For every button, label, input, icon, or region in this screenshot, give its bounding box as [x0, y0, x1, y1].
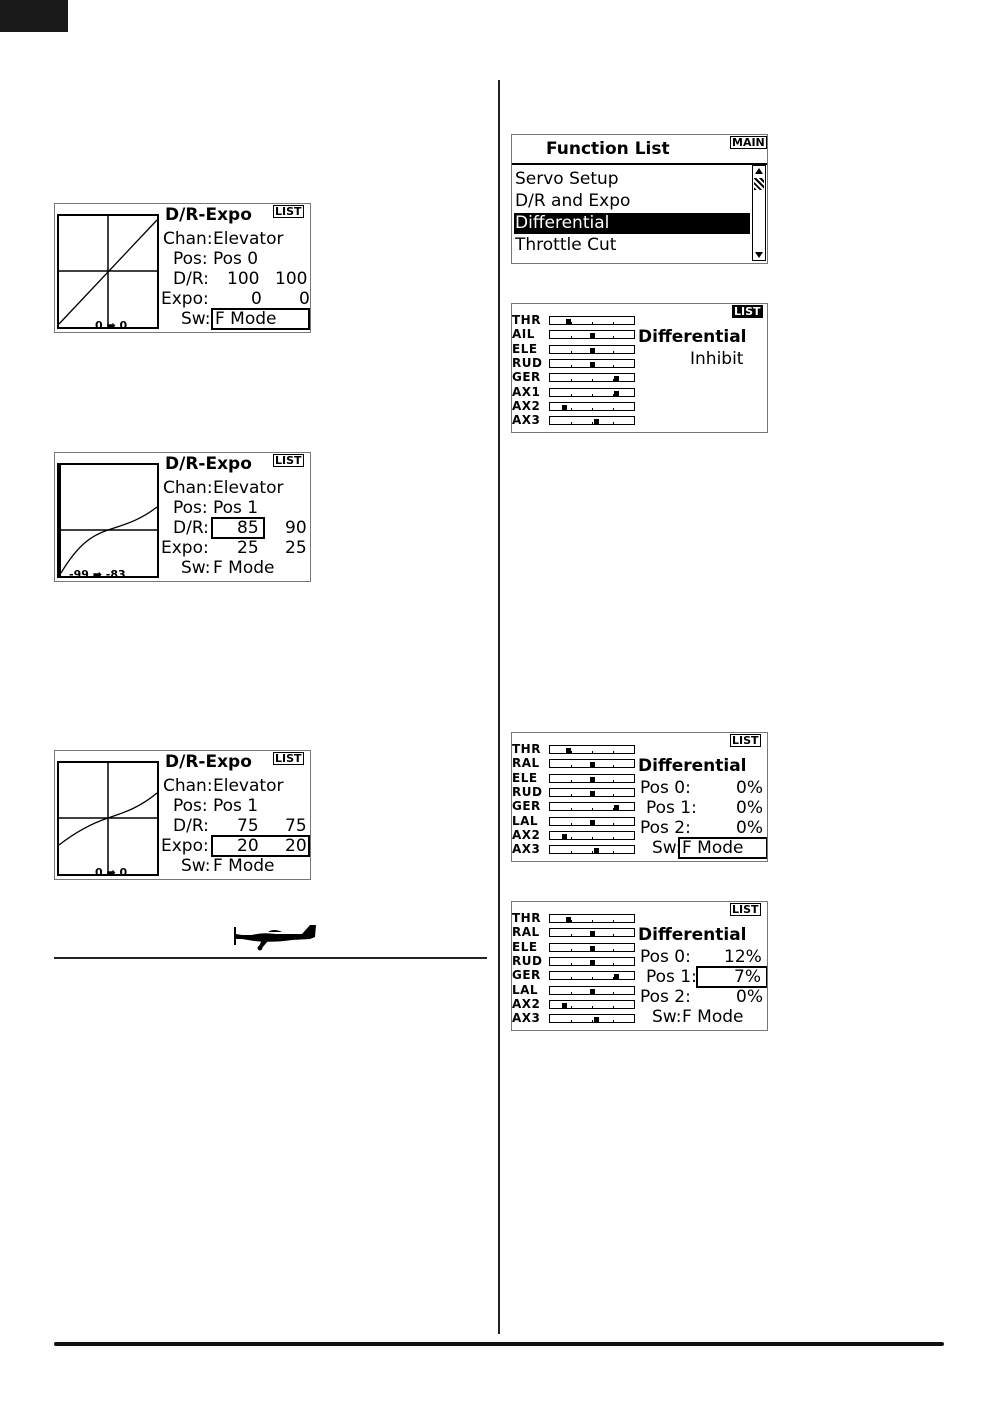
bar-tick — [571, 823, 572, 826]
channel-label: AX2 — [512, 398, 541, 413]
bar-tick — [613, 765, 614, 768]
channel-row — [512, 1012, 637, 1026]
bar-tick — [613, 1006, 614, 1009]
pos2-value[interactable]: 0% — [736, 818, 763, 838]
channel-position-marker — [614, 974, 619, 979]
bar-tick — [571, 977, 572, 980]
channel-row — [512, 414, 637, 428]
sw-value[interactable]: F Mode — [213, 856, 275, 876]
bar-tick — [571, 963, 572, 966]
dr-value-1[interactable]: 75 — [237, 816, 259, 836]
expo-value-2[interactable]: 25 — [285, 538, 307, 558]
channel-bar — [549, 928, 635, 937]
screen-title: Differential — [638, 327, 747, 347]
list-tag[interactable]: LIST — [275, 752, 302, 765]
channel-position-marker — [562, 834, 567, 839]
channel-bar — [549, 345, 635, 354]
channel-bar — [549, 817, 635, 826]
screen-title: Function List — [546, 139, 670, 159]
channel-row — [512, 815, 637, 829]
bar-tick — [571, 422, 572, 425]
sw-label: Sw: — [181, 856, 211, 876]
bar-tick — [571, 394, 572, 397]
channel-row — [512, 829, 637, 843]
bar-tick — [571, 751, 572, 754]
bar-tick — [592, 837, 593, 840]
dr-expo-screen-1 — [54, 203, 311, 333]
dr-expo-screen-2 — [54, 452, 311, 582]
channel-label: ELE — [512, 770, 538, 785]
bar-tick — [613, 851, 614, 854]
channel-label: ELE — [512, 341, 538, 356]
expo-curve-graph — [57, 761, 159, 879]
dr-value-2[interactable]: 100 — [275, 269, 308, 289]
channel-label: THR — [512, 742, 541, 756]
channel-bar — [549, 943, 635, 952]
screen-title: Differential — [638, 756, 747, 776]
dr-label: D/R: — [173, 269, 209, 289]
channel-bar — [549, 330, 635, 339]
channel-bar — [549, 914, 635, 923]
chan-value[interactable]: Elevator — [213, 478, 284, 498]
pos0-label: Pos 0: — [640, 778, 691, 798]
bar-tick — [613, 780, 614, 783]
screen-title: Differential — [638, 925, 747, 945]
channel-position-marker — [590, 946, 595, 951]
bar-tick — [571, 365, 572, 368]
pos-value[interactable]: Pos 1 — [213, 498, 259, 518]
menu-item-differential[interactable]: Differential — [514, 213, 750, 234]
channel-bar — [549, 402, 635, 411]
chan-label: Chan: — [163, 229, 213, 249]
channel-label: GER — [512, 968, 541, 983]
bar-tick — [613, 963, 614, 966]
channel-row — [512, 314, 637, 328]
channel-bar — [549, 788, 635, 797]
bar-tick — [571, 780, 572, 783]
channel-bar — [549, 745, 635, 754]
pos-label: Pos: — [173, 498, 208, 518]
section-rule — [54, 957, 487, 959]
pos-value[interactable]: Pos 0 — [213, 249, 259, 269]
differential-screen-inhibit — [511, 303, 768, 433]
expo-value-2[interactable]: 20 — [285, 836, 307, 856]
menu-item-throttle-cut[interactable]: Throttle Cut — [515, 235, 617, 255]
channel-position-marker — [590, 989, 595, 994]
pos1-label: Pos 1: — [646, 798, 697, 818]
scrollbar[interactable] — [752, 165, 766, 261]
bar-tick — [613, 934, 614, 937]
channel-label: LAL — [512, 813, 539, 828]
channel-row — [512, 984, 637, 998]
expo-value-2[interactable]: 0 — [299, 289, 310, 309]
differential-screen-2 — [511, 732, 768, 862]
channel-position-marker — [590, 931, 595, 936]
bar-tick — [571, 322, 572, 325]
sw-value[interactable]: F Mode — [682, 1007, 744, 1027]
bar-tick — [571, 765, 572, 768]
channel-bar — [549, 1014, 635, 1023]
channel-row — [512, 955, 637, 969]
channel-bar — [549, 373, 635, 382]
channel-label: ELE — [512, 939, 538, 954]
screen-title: D/R-Expo — [165, 205, 252, 225]
channel-bar — [549, 802, 635, 811]
channel-bar — [549, 388, 635, 397]
bar-tick — [592, 751, 593, 754]
channel-label: THR — [512, 911, 541, 925]
chan-value[interactable]: Elevator — [213, 229, 284, 249]
channel-position-marker — [590, 777, 595, 782]
channel-bar — [549, 316, 635, 325]
dr-value-1[interactable]: 85 — [237, 518, 259, 538]
pos2-value[interactable]: 0% — [736, 987, 763, 1007]
graph-readout: 0 ➡ 0 — [95, 319, 128, 332]
chan-label: Chan: — [163, 776, 213, 796]
bar-tick — [571, 920, 572, 923]
bar-tick — [613, 992, 614, 995]
expo-label: Expo: — [161, 836, 209, 856]
down-arrow-icon[interactable] — [755, 252, 763, 258]
channel-row — [512, 800, 637, 814]
dr-value-2[interactable]: 90 — [285, 518, 307, 538]
dr-value-2[interactable]: 75 — [285, 816, 307, 836]
channel-label: AX2 — [512, 996, 541, 1011]
sw-value[interactable]: F Mode — [682, 838, 744, 858]
bar-tick — [571, 379, 572, 382]
bar-tick — [571, 1006, 572, 1009]
channel-row — [512, 772, 637, 786]
bar-tick — [571, 808, 572, 811]
main-tag[interactable]: MAIN — [732, 136, 765, 149]
list-tag[interactable]: LIST — [732, 734, 759, 747]
bar-tick — [613, 1020, 614, 1023]
channel-bar — [549, 986, 635, 995]
channel-label: LAL — [512, 982, 539, 997]
channel-bar — [549, 971, 635, 980]
channel-position-marker — [566, 917, 571, 922]
channel-row — [512, 757, 637, 771]
bar-tick — [613, 336, 614, 339]
sw-value[interactable]: F Mode — [215, 309, 277, 329]
bar-tick — [613, 837, 614, 840]
channel-label: RUD — [512, 355, 543, 370]
bar-tick — [613, 351, 614, 354]
channel-bar — [549, 759, 635, 768]
channel-position-marker — [614, 805, 619, 810]
pos1-value[interactable]: 7% — [734, 967, 761, 987]
channel-row — [512, 357, 637, 371]
screen-title: D/R-Expo — [165, 752, 252, 772]
status-value[interactable]: Inhibit — [690, 349, 744, 369]
bar-tick — [613, 422, 614, 425]
channel-position-marker — [614, 391, 619, 396]
bar-tick — [592, 1020, 593, 1023]
expo-label: Expo: — [161, 538, 209, 558]
list-tag[interactable]: LIST — [732, 903, 759, 916]
channel-row — [512, 328, 637, 342]
dr-label: D/R: — [173, 816, 209, 836]
expo-curve-graph — [57, 214, 159, 332]
bar-tick — [571, 949, 572, 952]
differential-screen-3 — [511, 901, 768, 1031]
pos0-value[interactable]: 12% — [724, 947, 762, 967]
channel-row — [512, 371, 637, 385]
graph-readout: -99 ➡ -83 — [69, 568, 126, 581]
dr-label: D/R: — [173, 518, 209, 538]
channel-label: RUD — [512, 953, 543, 968]
channel-label: GER — [512, 799, 541, 814]
dr-expo-screen-3 — [54, 750, 311, 880]
list-tag[interactable]: LIST — [275, 454, 302, 467]
pos-label: Pos: — [173, 249, 208, 269]
bar-tick — [592, 808, 593, 811]
channel-position-marker — [594, 1017, 599, 1022]
sw-label: Sw: — [181, 558, 211, 578]
channel-bar — [549, 957, 635, 966]
bar-tick — [592, 322, 593, 325]
bar-tick — [592, 977, 593, 980]
bar-tick — [571, 336, 572, 339]
column-divider — [498, 80, 500, 1334]
list-tag[interactable]: LIST — [734, 305, 761, 318]
bar-tick — [613, 949, 614, 952]
channel-label: GER — [512, 370, 541, 385]
bar-tick — [592, 920, 593, 923]
channel-position-marker — [590, 960, 595, 965]
bar-tick — [571, 992, 572, 995]
channel-row — [512, 843, 637, 857]
pos-label: Pos: — [173, 796, 208, 816]
channel-row — [512, 343, 637, 357]
channel-label: RUD — [512, 784, 543, 799]
channel-position-marker — [594, 419, 599, 424]
chan-label: Chan: — [163, 478, 213, 498]
channel-position-marker — [590, 362, 595, 367]
channel-label: RAL — [512, 925, 540, 940]
channel-row — [512, 941, 637, 955]
sw-label: Sw: — [652, 838, 682, 858]
channel-row — [512, 786, 637, 800]
bar-tick — [613, 823, 614, 826]
expo-value-1[interactable]: 0 — [251, 289, 262, 309]
channel-bar — [549, 774, 635, 783]
title-divider — [512, 163, 768, 165]
channel-row — [512, 743, 637, 757]
sw-label: Sw: — [652, 1007, 682, 1027]
expo-label: Expo: — [161, 289, 209, 309]
chan-value[interactable]: Elevator — [213, 776, 284, 796]
menu-item-dr-expo[interactable]: D/R and Expo — [515, 191, 631, 211]
menu-item-servo-setup[interactable]: Servo Setup — [515, 169, 619, 189]
bar-tick — [592, 422, 593, 425]
sw-label: Sw: — [181, 309, 211, 329]
channel-row — [512, 912, 637, 926]
airplane-silhouette-icon — [232, 922, 318, 952]
channel-bar — [549, 831, 635, 840]
channel-bar — [549, 845, 635, 854]
bar-tick — [592, 1006, 593, 1009]
channel-row — [512, 926, 637, 940]
function-list-screen — [511, 134, 768, 264]
scroll-thumb[interactable] — [754, 178, 764, 190]
pos1-value[interactable]: 0% — [736, 798, 763, 818]
channel-position-marker — [566, 748, 571, 753]
channel-row — [512, 998, 637, 1012]
channel-label: AIL — [512, 327, 535, 342]
pos-value[interactable]: Pos 1 — [213, 796, 259, 816]
graph-readout: 0 ➡ 0 — [95, 866, 128, 879]
channel-label: AX1 — [512, 384, 541, 399]
channel-row — [512, 400, 637, 414]
expo-value-1[interactable]: 20 — [237, 836, 259, 856]
sw-value[interactable]: F Mode — [213, 558, 275, 578]
channel-position-marker — [590, 762, 595, 767]
bar-tick — [613, 751, 614, 754]
bar-tick — [571, 351, 572, 354]
bar-tick — [571, 794, 572, 797]
bar-tick — [613, 322, 614, 325]
bar-tick — [613, 794, 614, 797]
channel-label: THR — [512, 313, 541, 327]
channel-position-marker — [590, 348, 595, 353]
channel-label: AX2 — [512, 827, 541, 842]
bar-tick — [571, 837, 572, 840]
channel-position-marker — [614, 376, 619, 381]
expo-curve-graph — [57, 463, 159, 581]
up-arrow-icon[interactable] — [755, 168, 763, 174]
bar-tick — [592, 408, 593, 411]
bar-tick — [571, 1020, 572, 1023]
bar-tick — [613, 920, 614, 923]
channel-bar — [549, 359, 635, 368]
channel-position-marker — [562, 405, 567, 410]
channel-row — [512, 386, 637, 400]
channel-row — [512, 969, 637, 983]
expo-value-1[interactable]: 25 — [237, 538, 259, 558]
pos0-value[interactable]: 0% — [736, 778, 763, 798]
channel-bar — [549, 1000, 635, 1009]
screen-title: D/R-Expo — [165, 454, 252, 474]
channel-label: AX3 — [512, 1011, 541, 1026]
channel-label: AX3 — [512, 842, 541, 857]
dr-value-1[interactable]: 100 — [227, 269, 260, 289]
footer-rule — [54, 1342, 944, 1346]
bar-tick — [571, 851, 572, 854]
channel-position-marker — [590, 333, 595, 338]
channel-position-marker — [590, 820, 595, 825]
pos2-label: Pos 2: — [640, 818, 691, 838]
channel-bar — [549, 416, 635, 425]
bar-tick — [571, 408, 572, 411]
page-corner-tab — [0, 0, 68, 32]
bar-tick — [571, 934, 572, 937]
bar-tick — [613, 408, 614, 411]
channel-label: RAL — [512, 756, 540, 771]
bar-tick — [592, 379, 593, 382]
channel-label: AX3 — [512, 413, 541, 428]
channel-position-marker — [594, 848, 599, 853]
channel-position-marker — [590, 791, 595, 796]
list-tag[interactable]: LIST — [275, 205, 302, 218]
channel-position-marker — [566, 319, 571, 324]
bar-tick — [592, 851, 593, 854]
bar-tick — [592, 394, 593, 397]
pos1-label: Pos 1: — [646, 967, 697, 987]
pos0-label: Pos 0: — [640, 947, 691, 967]
pos2-label: Pos 2: — [640, 987, 691, 1007]
bar-tick — [613, 365, 614, 368]
channel-position-marker — [562, 1003, 567, 1008]
